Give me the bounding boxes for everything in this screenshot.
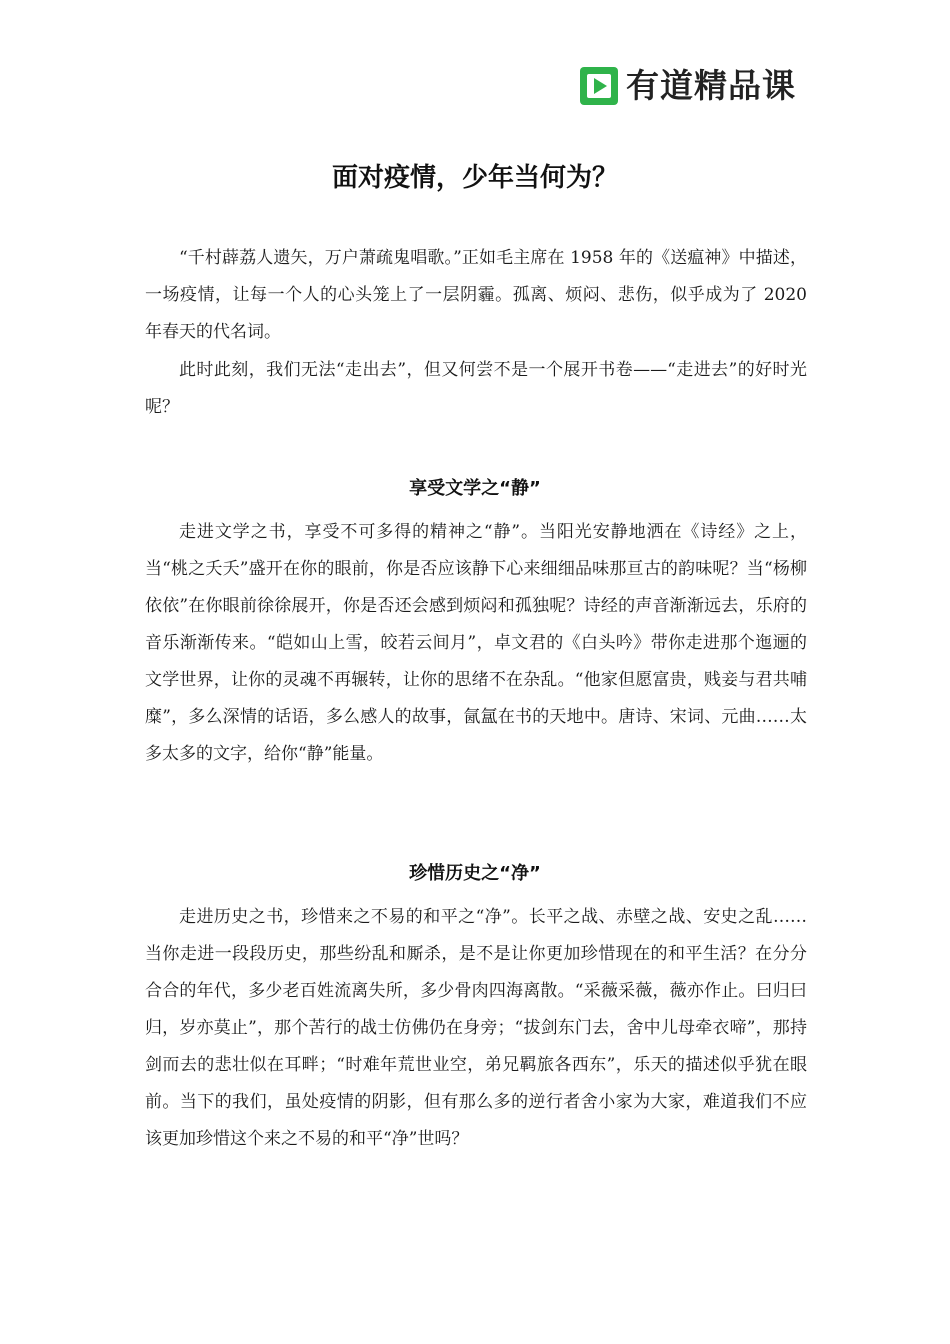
brand-logo [580, 66, 796, 106]
section-heading-literature: 享受文学之“静” [409, 478, 541, 499]
section-paragraph-literature: 走进文学之书，享受不可多得的精神之“静”。当阳光安静地洒在《诗经》之上，当“桃之夭夭”盛开在你的眼前，你是否应该静下心来细细品味那亘古的韵味呢？当“杨柳依依”在你眼前徐徐展开，你是否还会感到烦闷和孤独呢？诗经的声音渐渐远去，乐府的音乐渐渐传来。“皑如山上雪，皎若云间月”，卓文君的《白头吟》带你走进那个迤逦的文学世界，让你的灵魂不再辗转，让你的思绪不在杂乱。“他家但愿富贵，贱妾与君共哺糜”，多么深情的话语，多么感人的故事，氤氲在书的天地中。唐诗、宋词、元曲……太多太多的文字，给你“静”能量。 [145, 522, 807, 764]
play-icon [580, 67, 618, 105]
brand-name: 有道精品课 [626, 66, 796, 105]
intro-paragraph-1: “千村薜荔人遗矢，万户萧疏鬼唱歌。”正如毛主席在 1958 年的《送瘟神》中描述，一场疫情，让每一个人的心头笼上了一层阴霾。孤离、烦闷、悲伤，似乎成为了 2020 年春天的代名词。 [145, 248, 807, 342]
intro-paragraph-2: 此时此刻，我们无法“走出去”，但又何尝不是一个展开书卷——“走进去”的好时光呢？ [145, 360, 807, 417]
section-heading-history: 珍惜历史之“净” [409, 863, 541, 884]
page-title: 面对疫情，少年当何为？ [331, 163, 618, 193]
section-paragraph-history: 走进历史之书，珍惜来之不易的和平之“净”。长平之战、赤壁之战、安史之乱……当你走进一段段历史，那些纷乱和厮杀，是不是让你更加珍惜现在的和平生活？在分分合合的年代，多少老百姓流离失所，多少骨肉四海离散。“采薇采薇，薇亦作止。曰归曰归，岁亦莫止”，那个苦行的战士仿佛仍在身旁；“拔剑东门去，舍中儿母牵衣啼”，那持剑而去的悲壮似在耳畔；“时难年荒世业空，弟兄羁旅各西东”，乐天的描述似乎犹在眼前。当下的我们，虽处疫情的阴影，但有那么多的逆行者舍小家为大家，难道我们不应该更加珍惜这个来之不易的和平“净”世吗？ [145, 907, 807, 1149]
